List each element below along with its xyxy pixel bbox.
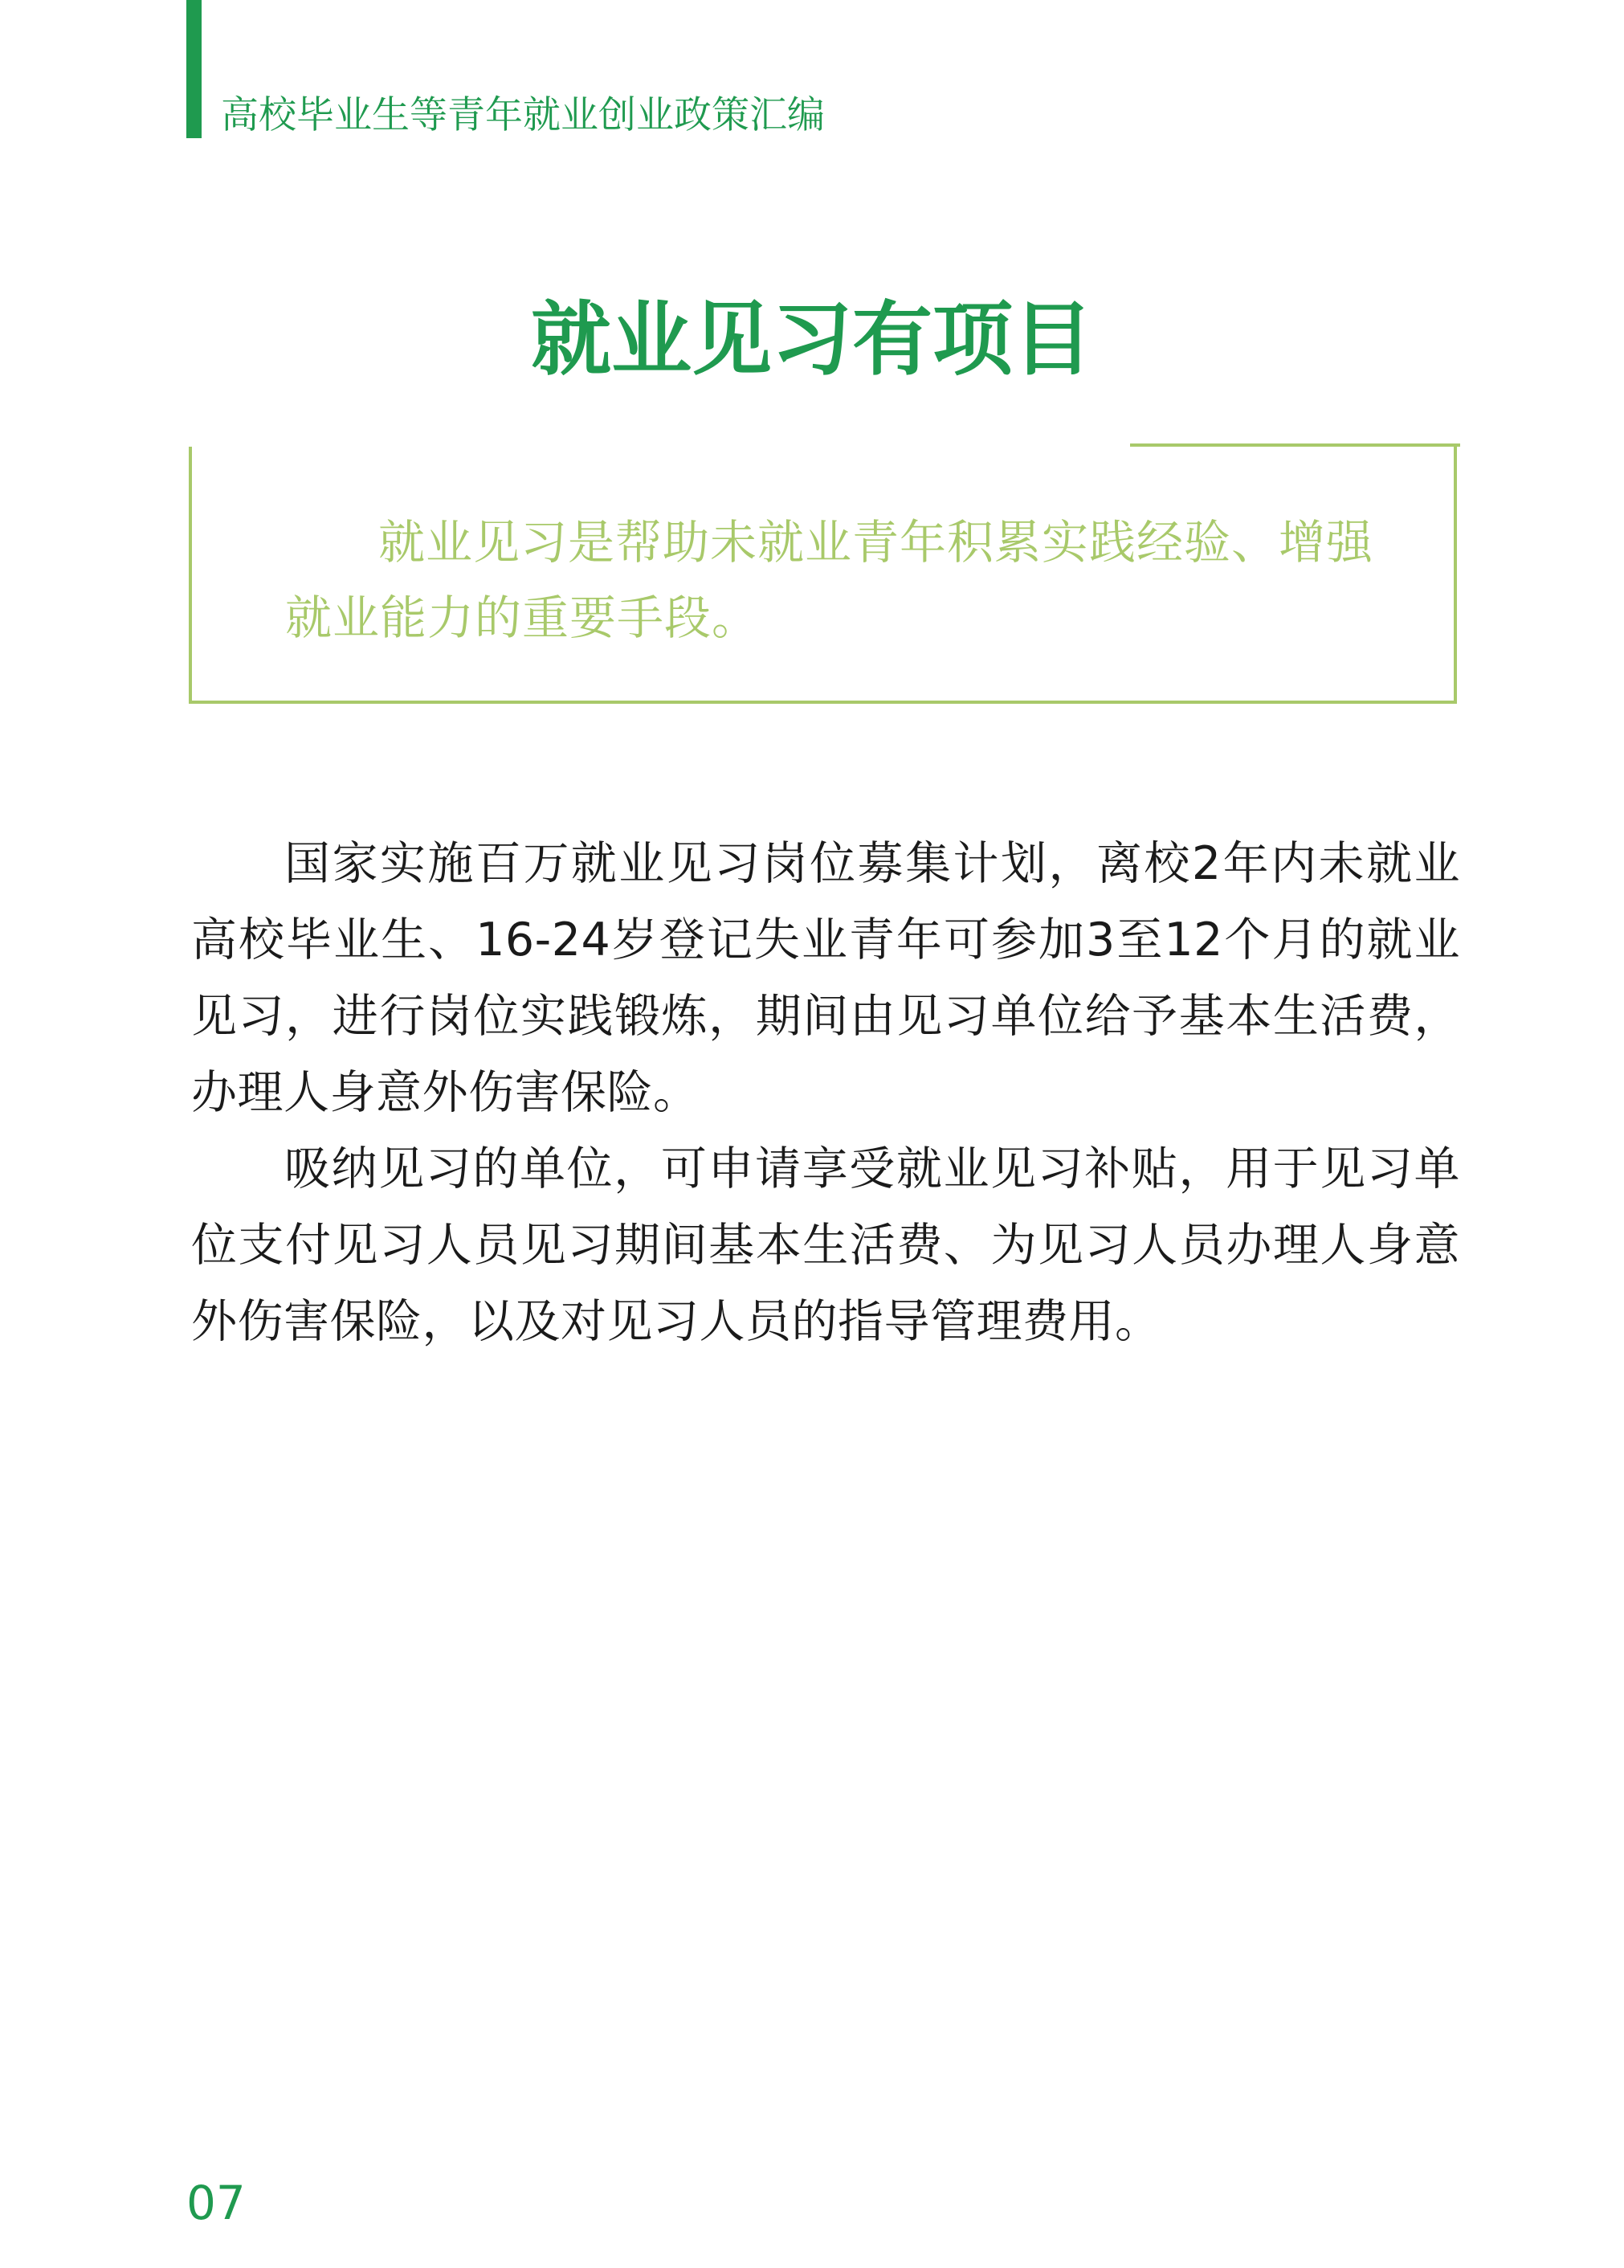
header-accent-bar: [186, 0, 202, 138]
callout-text: 就业见习是帮助未就业青年积累实践经验、增强就业能力的重要手段。: [285, 515, 1374, 645]
body-paragraph-1: 国家实施百万就业见习岗位募集计划，离校2年内未就业高校毕业生、16-24岁登记失业青年可参加3至12个月的就业见习，进行岗位实践锻炼，期间由见习单位给予基本生活费，办理人身意外伤害保险。: [191, 837, 1460, 1119]
body-text: [191, 826, 1460, 1360]
page-number: 07: [186, 2176, 246, 2230]
body-paragraph-2: 吸纳见习的单位，可申请享受就业见习补贴，用于见习单位支付见习人员见习期间基本生活费、为见习人员办理人身意外伤害保险，以及对见习人员的指导管理费用。: [191, 1142, 1460, 1348]
running-header-title: 高校毕业生等青年就业创业政策汇编: [221, 93, 825, 137]
callout-frame-top-line: [1130, 443, 1460, 447]
page-title: 就业见习有项目: [531, 292, 1093, 386]
